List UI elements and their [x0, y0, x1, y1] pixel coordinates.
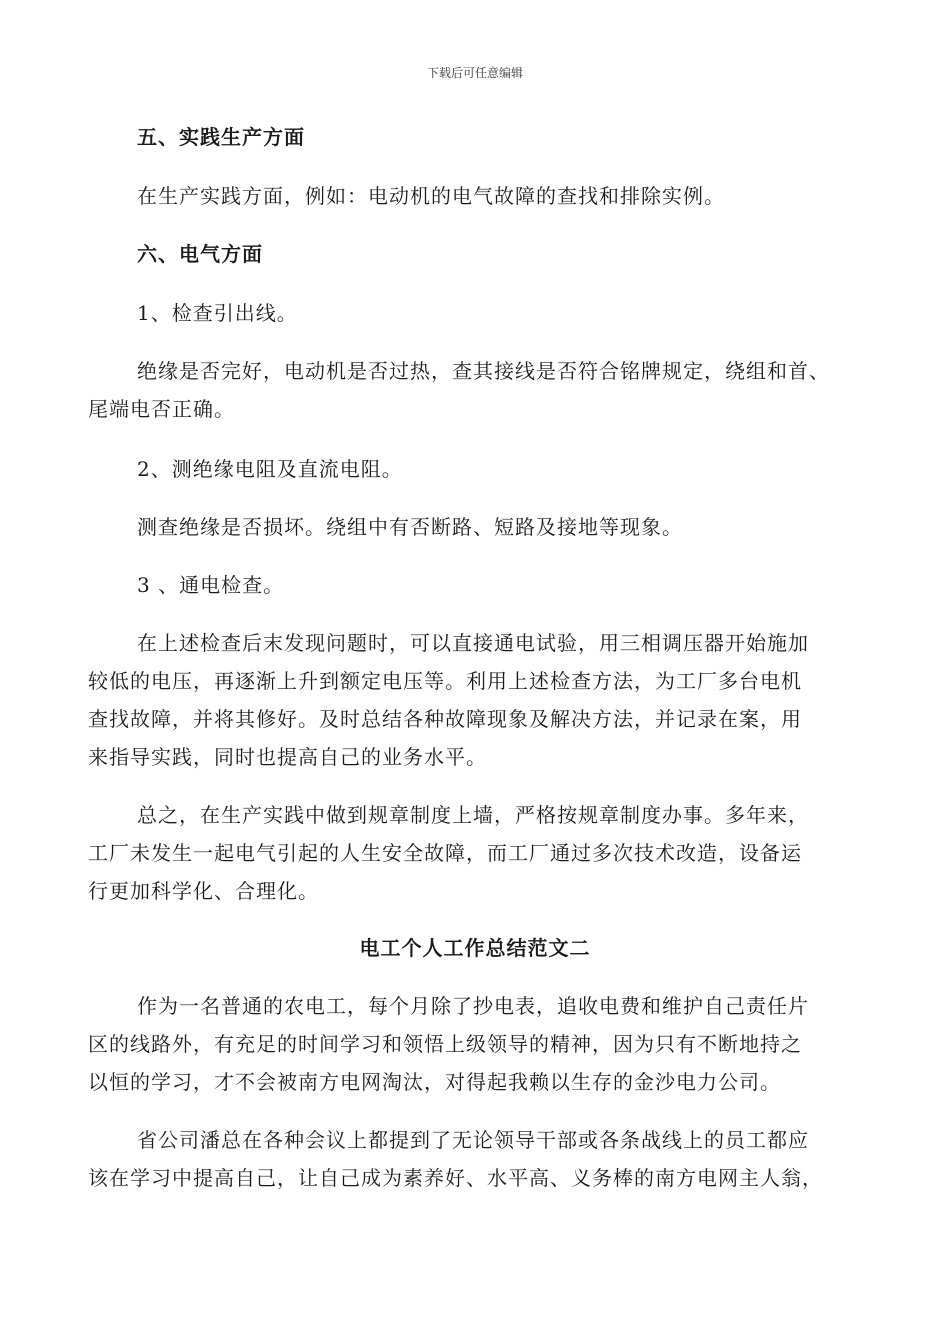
text-line: 行更加科学化、合理化。: [88, 879, 319, 903]
text-line: 尾端电否正确。: [88, 397, 235, 421]
part-two-paragraph-2: [88, 1121, 823, 1197]
practice-paragraph: 在生产实践方面，例如：电动机的电气故障的查找和排除实例。: [137, 184, 725, 208]
item-1-title: 1、检查引出线。: [137, 301, 298, 325]
item-3-title: 3 、通电检查。: [137, 573, 285, 597]
text-line: 来指导实践，同时也提高自己的业务水平。: [88, 745, 487, 769]
summary-paragraph: [88, 796, 809, 910]
text-line: 工厂未发生一起电气引起的人生安全故障，而工厂通过多次技术改造，设备运: [88, 841, 802, 865]
item-1-paragraph: [88, 352, 830, 428]
item-3-paragraph: [88, 624, 809, 776]
text-line: 该在学习中提高自己，让自己成为素养好、水平高、义务棒的南方电网主人翁，: [88, 1166, 823, 1190]
text-line: 总之，在生产实践中做到规章制度上墙，严格按规章制度办事。多年来，: [137, 803, 809, 827]
section-heading-electrical: 六、电气方面: [137, 242, 263, 266]
text-line: 绝缘是否完好，电动机是否过热，查其接线是否符合铭牌规定，绕组和首、: [137, 359, 830, 383]
part-two-paragraph-1: [88, 987, 809, 1101]
text-line: 查找故障，并将其修好。及时总结各种故障现象及解决方法，并记录在案，用: [88, 707, 802, 731]
text-line: 省公司潘总在各种会议上都提到了无论领导干部或各条战线上的员工都应: [137, 1128, 809, 1152]
section-heading-practice: 五、实践生产方面: [137, 125, 305, 149]
text-line: 作为一名普通的农电工，每个月除了抄电表，追收电费和维护自己责任片: [137, 994, 809, 1018]
part-two-title: 电工个人工作总结范文二: [359, 936, 591, 960]
text-line: 以恒的学习，才不会被南方电网淘汰，对得起我赖以生存的金沙电力公司。: [88, 1070, 781, 1094]
text-line: 较低的电压，再逐渐上升到额定电压等。利用上述检查方法，为工厂多台电机: [88, 669, 802, 693]
item-2-title: 2、测绝缘电阻及直流电阻。: [137, 457, 403, 481]
page-header: 下载后可任意编辑: [426, 66, 523, 80]
text-line: 在上述检查后末发现问题时，可以直接通电试验，用三相调压器开始施加: [137, 631, 809, 655]
item-2-paragraph: 测查绝缘是否损坏。绕组中有否断路、短路及接地等现象。: [137, 515, 683, 539]
text-line: 区的线路外，有充足的时间学习和领悟上级领导的精神，因为只有不断地持之: [88, 1032, 802, 1056]
